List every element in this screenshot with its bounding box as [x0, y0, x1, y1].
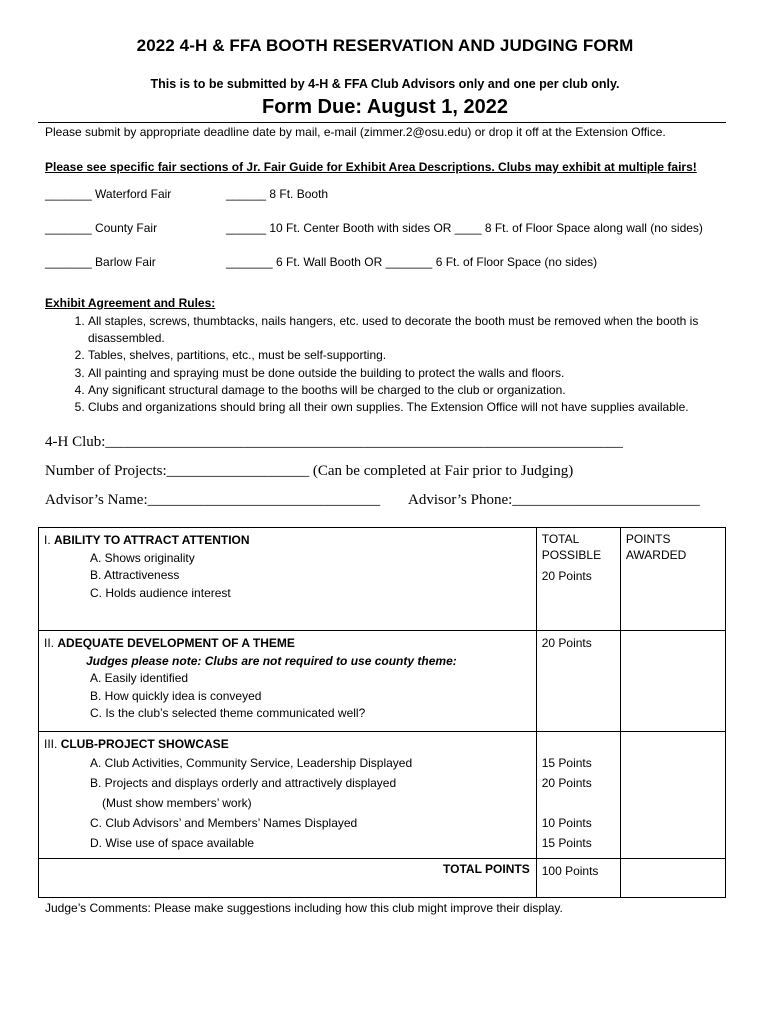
fair-notice: Please see specific fair sections of Jr. Fair Guide for Exhibit Area Descriptions. Clubs may exhibit at multiple fairs! [45, 160, 697, 174]
criterion-note: (Must show members’ work) [102, 796, 252, 810]
total-points-value: 100 Points [536, 859, 620, 898]
total-points-label: TOTAL POINTS [39, 859, 537, 898]
section2-awarded-cell[interactable] [620, 631, 725, 732]
section3-awarded-cell[interactable] [620, 732, 725, 859]
fair-county[interactable]: _______ County Fair [45, 221, 158, 235]
rule-item: 3. All painting and spraying must be done outside the building to protect the walls and floors. [88, 365, 748, 382]
section2-title: ADEQUATE DEVELOPMENT OF A THEME [57, 636, 295, 650]
header-label: TOTAL [541, 532, 580, 546]
criterion-item: D. Wise use of space available [90, 836, 255, 850]
points-value: 10 Points [541, 816, 592, 830]
section-number: I. [44, 533, 51, 547]
section2-points [536, 631, 620, 732]
due-date: Form Due: August 1, 2022 [262, 96, 508, 118]
criterion-item: C. Holds audience interest [90, 585, 231, 600]
section2-criteria [39, 631, 537, 732]
title-divider [38, 122, 726, 123]
total-possible-column [536, 528, 620, 631]
form-subtitle: This is to be submitted by 4-H & FFA Club Advisors only and one per club only. [150, 77, 620, 91]
criterion-item: B. Projects and displays orderly and attractively displayed [90, 776, 397, 790]
booth-option-6ft[interactable]: _______ 6 Ft. Wall Booth OR _______ 6 Ft. of Floor Space (no sides) [226, 255, 598, 269]
rule-item: 1. All staples, screws, thumbtacks, nails hangers, etc. used to decorate the booth must be removed when the booth is disassembled. [88, 313, 748, 347]
advisor-name-field[interactable]: Advisor’s Name:_______________________________ [45, 492, 381, 508]
criterion-item: B. Attractiveness [90, 568, 180, 582]
rules-heading: Exhibit Agreement and Rules: [45, 296, 216, 310]
rule-item: 5. Clubs and organizations should bring all their own supplies. The Extension Office will not have supplies available. [88, 399, 748, 416]
section-number: III. [44, 737, 58, 751]
header-label: POSSIBLE [541, 548, 602, 562]
fair-barlow[interactable]: _______ Barlow Fair [45, 255, 156, 269]
points-value: 20 Points [541, 636, 592, 650]
section3-title: CLUB-PROJECT SHOWCASE [60, 737, 229, 751]
criterion-item: A. Easily identified [90, 671, 189, 685]
section3-points [536, 732, 620, 859]
section-number: II. [44, 636, 55, 650]
rule-item: 4. Any significant structural damage to the booths will be charged to the club or organization. [88, 382, 748, 399]
total-possible-header [537, 528, 620, 566]
section1-criteria [39, 528, 537, 631]
points-value [542, 793, 615, 813]
header-label: POINTS [625, 532, 671, 546]
total-awarded-cell[interactable] [620, 859, 725, 898]
section1-points: 20 Points [541, 569, 592, 583]
criterion-item: C. Club Advisors’ and Members’ Names Displayed [90, 816, 358, 830]
judges-note: Judges please note: Clubs are not required to use county theme: [86, 653, 457, 668]
section3-criteria [39, 732, 537, 859]
points-awarded-column[interactable] [620, 528, 725, 631]
judging-table [38, 527, 726, 898]
form-title: 2022 4-H & FFA BOOTH RESERVATION AND JUDGING FORM [136, 36, 634, 55]
club-name-field[interactable]: 4-H Club:_____________________________________________________________________ [45, 434, 623, 450]
criterion-item: B. How quickly idea is conveyed [90, 688, 262, 703]
criterion-item: A. Shows originality [90, 550, 195, 565]
advisor-phone-field[interactable]: Advisor’s Phone:_________________________ [408, 492, 700, 508]
criterion-item: C. Is the club’s selected theme communicated well? [90, 706, 366, 720]
points-value: 15 Points [541, 756, 592, 770]
judges-comments-label: Judge’s Comments: Please make suggestions including how this club might improve their display. [45, 901, 563, 915]
points-value: 15 Points [541, 836, 592, 850]
fair-waterford[interactable]: _______ Waterford Fair [45, 187, 172, 201]
submit-instructions: Please submit by appropriate deadline date by mail, e-mail (zimmer.2@osu.edu) or drop it off at the Extension Office. [45, 125, 666, 139]
section1-title: ABILITY TO ATTRACT ATTENTION [54, 533, 250, 547]
criterion-item: A. Club Activities, Community Service, Leadership Displayed [90, 756, 413, 770]
booth-option-10ft[interactable]: ______ 10 Ft. Center Booth with sides OR ____ 8 Ft. of Floor Space along wall (no sides) [226, 221, 703, 235]
rule-item: 2. Tables, shelves, partitions, etc., must be self-supporting. [88, 347, 748, 364]
header-label: AWARDED [625, 548, 687, 562]
rules-list [66, 313, 748, 416]
points-value: 20 Points [541, 776, 592, 790]
booth-option-8ft[interactable]: ______ 8 Ft. Booth [226, 187, 329, 201]
projects-field[interactable]: Number of Projects:___________________ (Can be completed at Fair prior to Judging) [45, 463, 574, 479]
